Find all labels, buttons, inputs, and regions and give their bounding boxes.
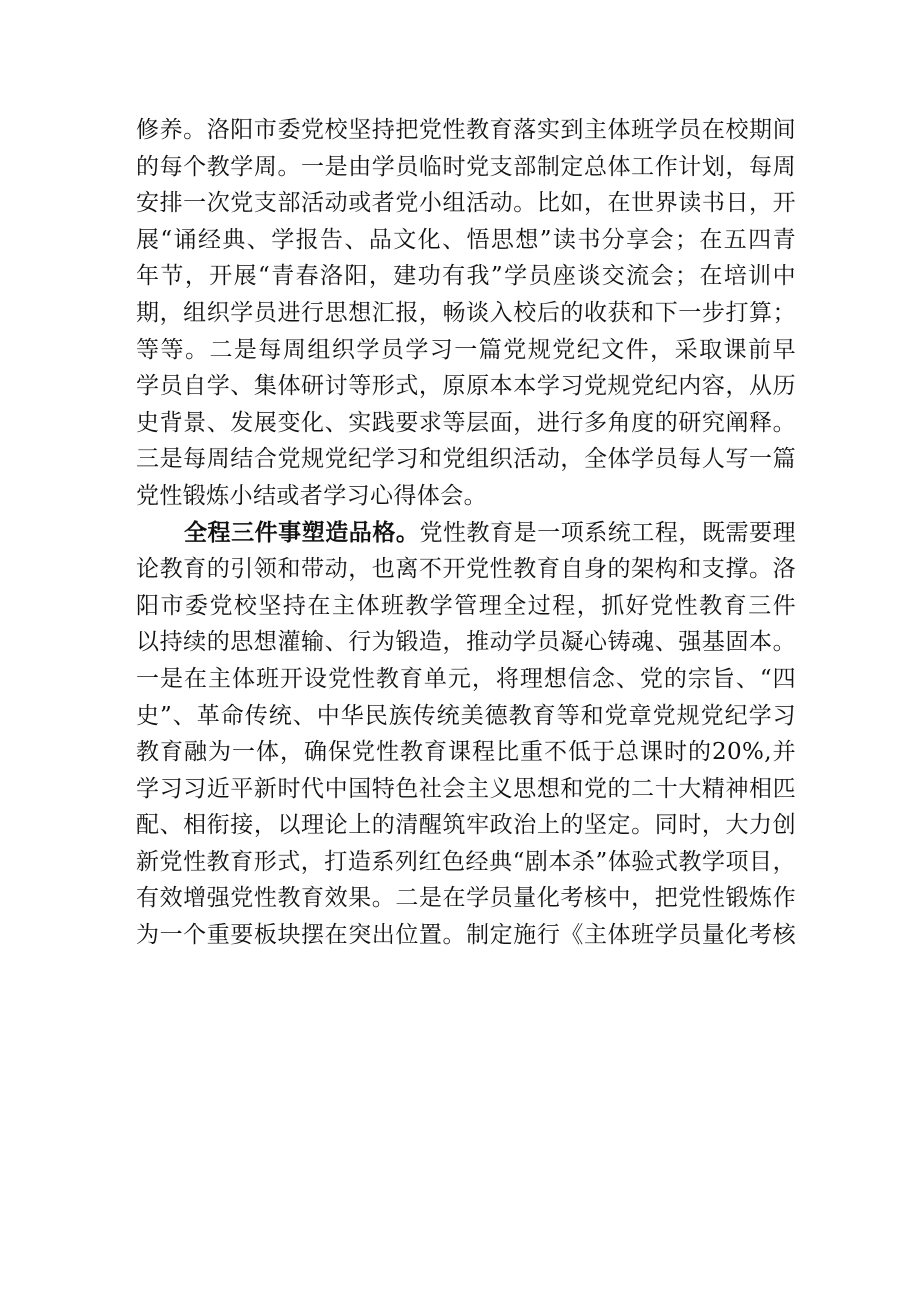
text-line: 党性锻炼小结或者学习心得体会。: [136, 482, 487, 509]
text-line: 安排一次党支部活动或者党小组活动。比如，在世界读书日，开: [136, 190, 796, 217]
text-run: 党性教育是一项系统工程，既需要理: [419, 519, 796, 546]
text-line: 年节，开展“青春洛阳，建功有我”学员座谈交流会；在培训中: [136, 263, 796, 290]
text-line: 为一个重要板块摆在突出位置。制定施行《主体班学员量化考核: [136, 922, 796, 949]
text-line: 教育融为一体，确保党性教育课程比重不低于总课时的20%,并: [136, 739, 796, 766]
text-line: 阳市委党校坚持在主体班教学管理全过程，抓好党性教育三件: [136, 592, 796, 619]
document-body: [136, 112, 796, 954]
text-line: 学员自学、集体研讨等形式，原原本本学习党规党纪内容，从历: [136, 373, 796, 400]
text-line: 期，组织学员进行思想汇报，畅谈入校后的收获和下一步打算；: [136, 299, 796, 326]
text-line: 三是每周结合党规党纪学习和党组织活动，全体学员每人写一篇: [136, 446, 796, 473]
text-line: 以持续的思想灌输、行为锻造，推动学员凝心铸魂、强基固本。: [136, 629, 796, 656]
text-line: 修养。洛阳市委党校坚持把党性教育落实到主体班学员在校期间: [136, 117, 796, 143]
paragraph-2: [136, 515, 796, 954]
text-line: 展“诵经典、学报告、品文化、悟思想”读书分享会；在五四青: [136, 226, 796, 253]
paragraph-heading: 全程三件事塑造品格。: [184, 518, 420, 546]
text-line: 论教育的引领和带动，也离不开党性教育自身的架构和支撑。洛: [136, 556, 796, 583]
paragraph-1: [136, 112, 796, 515]
text-line: 的每个教学周。一是由学员临时党支部制定总体工作计划，每周: [136, 153, 796, 180]
text-line: 等等。二是每周组织学员学习一篇党规党纪文件，采取课前早: [136, 336, 796, 363]
text-line: 一是在主体班开设党性教育单元，将理想信念、党的宗旨、“四: [136, 665, 796, 692]
text-line: 学习习近平新时代中国特色社会主义思想和党的二十大精神相匹: [136, 775, 796, 802]
text-line: 新党性教育形式，打造系列红色经典“剧本杀”体验式教学项目，: [136, 848, 796, 875]
text-line: 史背景、发展变化、实践要求等层面，进行多角度的研究阐释。: [136, 409, 796, 436]
paragraph-first-line: [136, 515, 796, 552]
text-line: 配、相衔接，以理论上的清醒筑牢政治上的坚定。同时，大力创: [136, 812, 796, 839]
text-line: 史”、革命传统、中华民族传统美德教育等和党章党规党纪学习: [136, 702, 796, 729]
text-line: 有效增强党性教育效果。二是在学员量化考核中，把党性锻炼作: [136, 885, 796, 912]
